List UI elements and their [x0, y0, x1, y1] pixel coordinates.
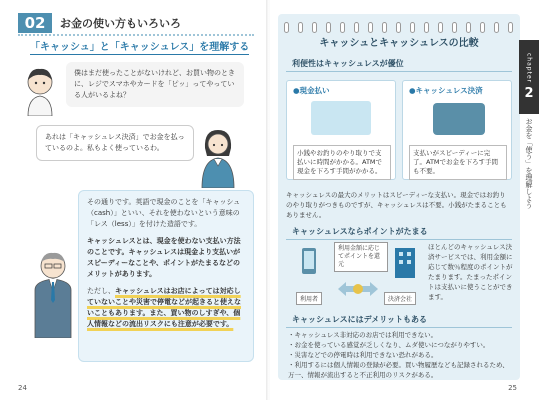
para-3-prefix: ただし、 [87, 287, 115, 295]
chapter-title: お金の使い方もいろいろ [60, 17, 181, 30]
cashless-payment-column [402, 80, 512, 180]
section-heading-points: キャッシュレスならポイントがたまる [286, 226, 512, 240]
binder-rings [278, 22, 520, 28]
banknotes-icon [311, 101, 371, 135]
page-number-right: 25 [508, 384, 517, 392]
convenience-body-text: キャッシュレスの最大のメリットはスピーディーな支払い。現金ではお釣りのやり取りがつきものですが、キャッシュレスは不要。小銭がたまることもありません。 [286, 191, 507, 219]
explanation-para-1: その通りです。英語で現金のことを「キャッシュ（cash）」といい、それを使わないという意味の「レス（less）」を付けた造語です。 [87, 198, 241, 228]
side-running-title: お金を「使う」を理解しよう [525, 118, 533, 209]
list-item: ・災害などでの停電時は利用できない恐れがある。 [288, 351, 438, 359]
credit-card-icon [433, 103, 485, 135]
smartphone-icon [294, 246, 324, 282]
list-item: ・キャッシュレス非対応のお店では利用できない。 [288, 331, 438, 339]
teacher-avatar [30, 248, 76, 338]
right-page [270, 0, 539, 400]
woman-speech-bubble: あれは「キャッシュレス決済」でお金を払っているのよ。私もよく使っているわ。 [36, 125, 194, 161]
user-label: 利用者 [296, 292, 322, 305]
comparison-title: キャッシュとキャッシュレスの比較 [319, 38, 479, 49]
cash-column-caption: 小銭やお釣りのやり取りで支払いに時間がかかる。ATMで現金を下ろす手間がかかる。 [293, 145, 391, 180]
list-item: ・お金を使っている感覚が乏しくなり、ムダ使いにつながりやすい。 [288, 341, 490, 349]
cash-payment-column [286, 80, 396, 180]
chapter-header [18, 12, 254, 36]
boy-speech-bubble: 僕はまだ使ったことがないけれど、お買い物のときに、レジでスマホやカードを「ピッ」ってやっている人がいるよね？ [66, 62, 244, 107]
building-icon [390, 246, 420, 282]
points-diagram [294, 240, 420, 308]
coin-arrow-icon [336, 278, 380, 300]
explanation-para-3 [87, 286, 245, 330]
explanation-para-2: キャッシュレスとは、現金を使わない支払い方法のことです。キャッシュレスは現金より支払いがスピーディーなことや、ポイントがたまるなどのメリットがあります。 [87, 237, 241, 278]
side-chapter-number: 2 [524, 85, 534, 101]
section-heading-convenience: 利便性はキャッシュレスが優位 [286, 58, 512, 72]
para-3-highlight: キャッシュレスはお店によっては対応していないことや災害で停電などが起きると使えないこともあります。また、買い物のしすぎや、個人情報などの流出リスクにも注意が必要です。 [87, 287, 241, 328]
list-item: ・利用するには個人情報の登録が必要。買い物履歴なども記録されるため、万一、情報が流出すると不正利用のリスクがある。 [288, 361, 509, 379]
left-page [0, 0, 268, 400]
points-rebate-box: 利用金額に応じてポイントを還元 [334, 242, 388, 272]
boy-avatar [20, 66, 60, 116]
chapter-side-tab [519, 40, 539, 114]
section-subtitle: 「キャッシュ」と「キャッシュレス」を理解する [30, 38, 249, 55]
woman-avatar [196, 126, 240, 188]
section-heading-demerits: キャッシュレスにはデメリットもある [286, 314, 512, 328]
cash-column-title: ●現金払い [293, 86, 330, 95]
side-chapter-label: chapter [525, 53, 533, 84]
demerits-list [288, 330, 512, 380]
teacher-explanation [78, 190, 254, 362]
payment-company-label: 決済会社 [384, 292, 416, 305]
cashless-column-caption: 支払いがスピーディーに完了。ATMでお金を下ろす手間も不要。 [409, 145, 507, 180]
chapter-number: 02 [18, 13, 52, 33]
page-number-left: 24 [18, 384, 27, 392]
cashless-column-title: ●キャッシュレス決済 [409, 86, 483, 95]
points-body-text: ほとんどのキャッシュレス決済サービスでは、利用金額に応じて数％程度のポイントがたまります。たまったポイントは支払いに使うことができます。 [428, 243, 513, 301]
